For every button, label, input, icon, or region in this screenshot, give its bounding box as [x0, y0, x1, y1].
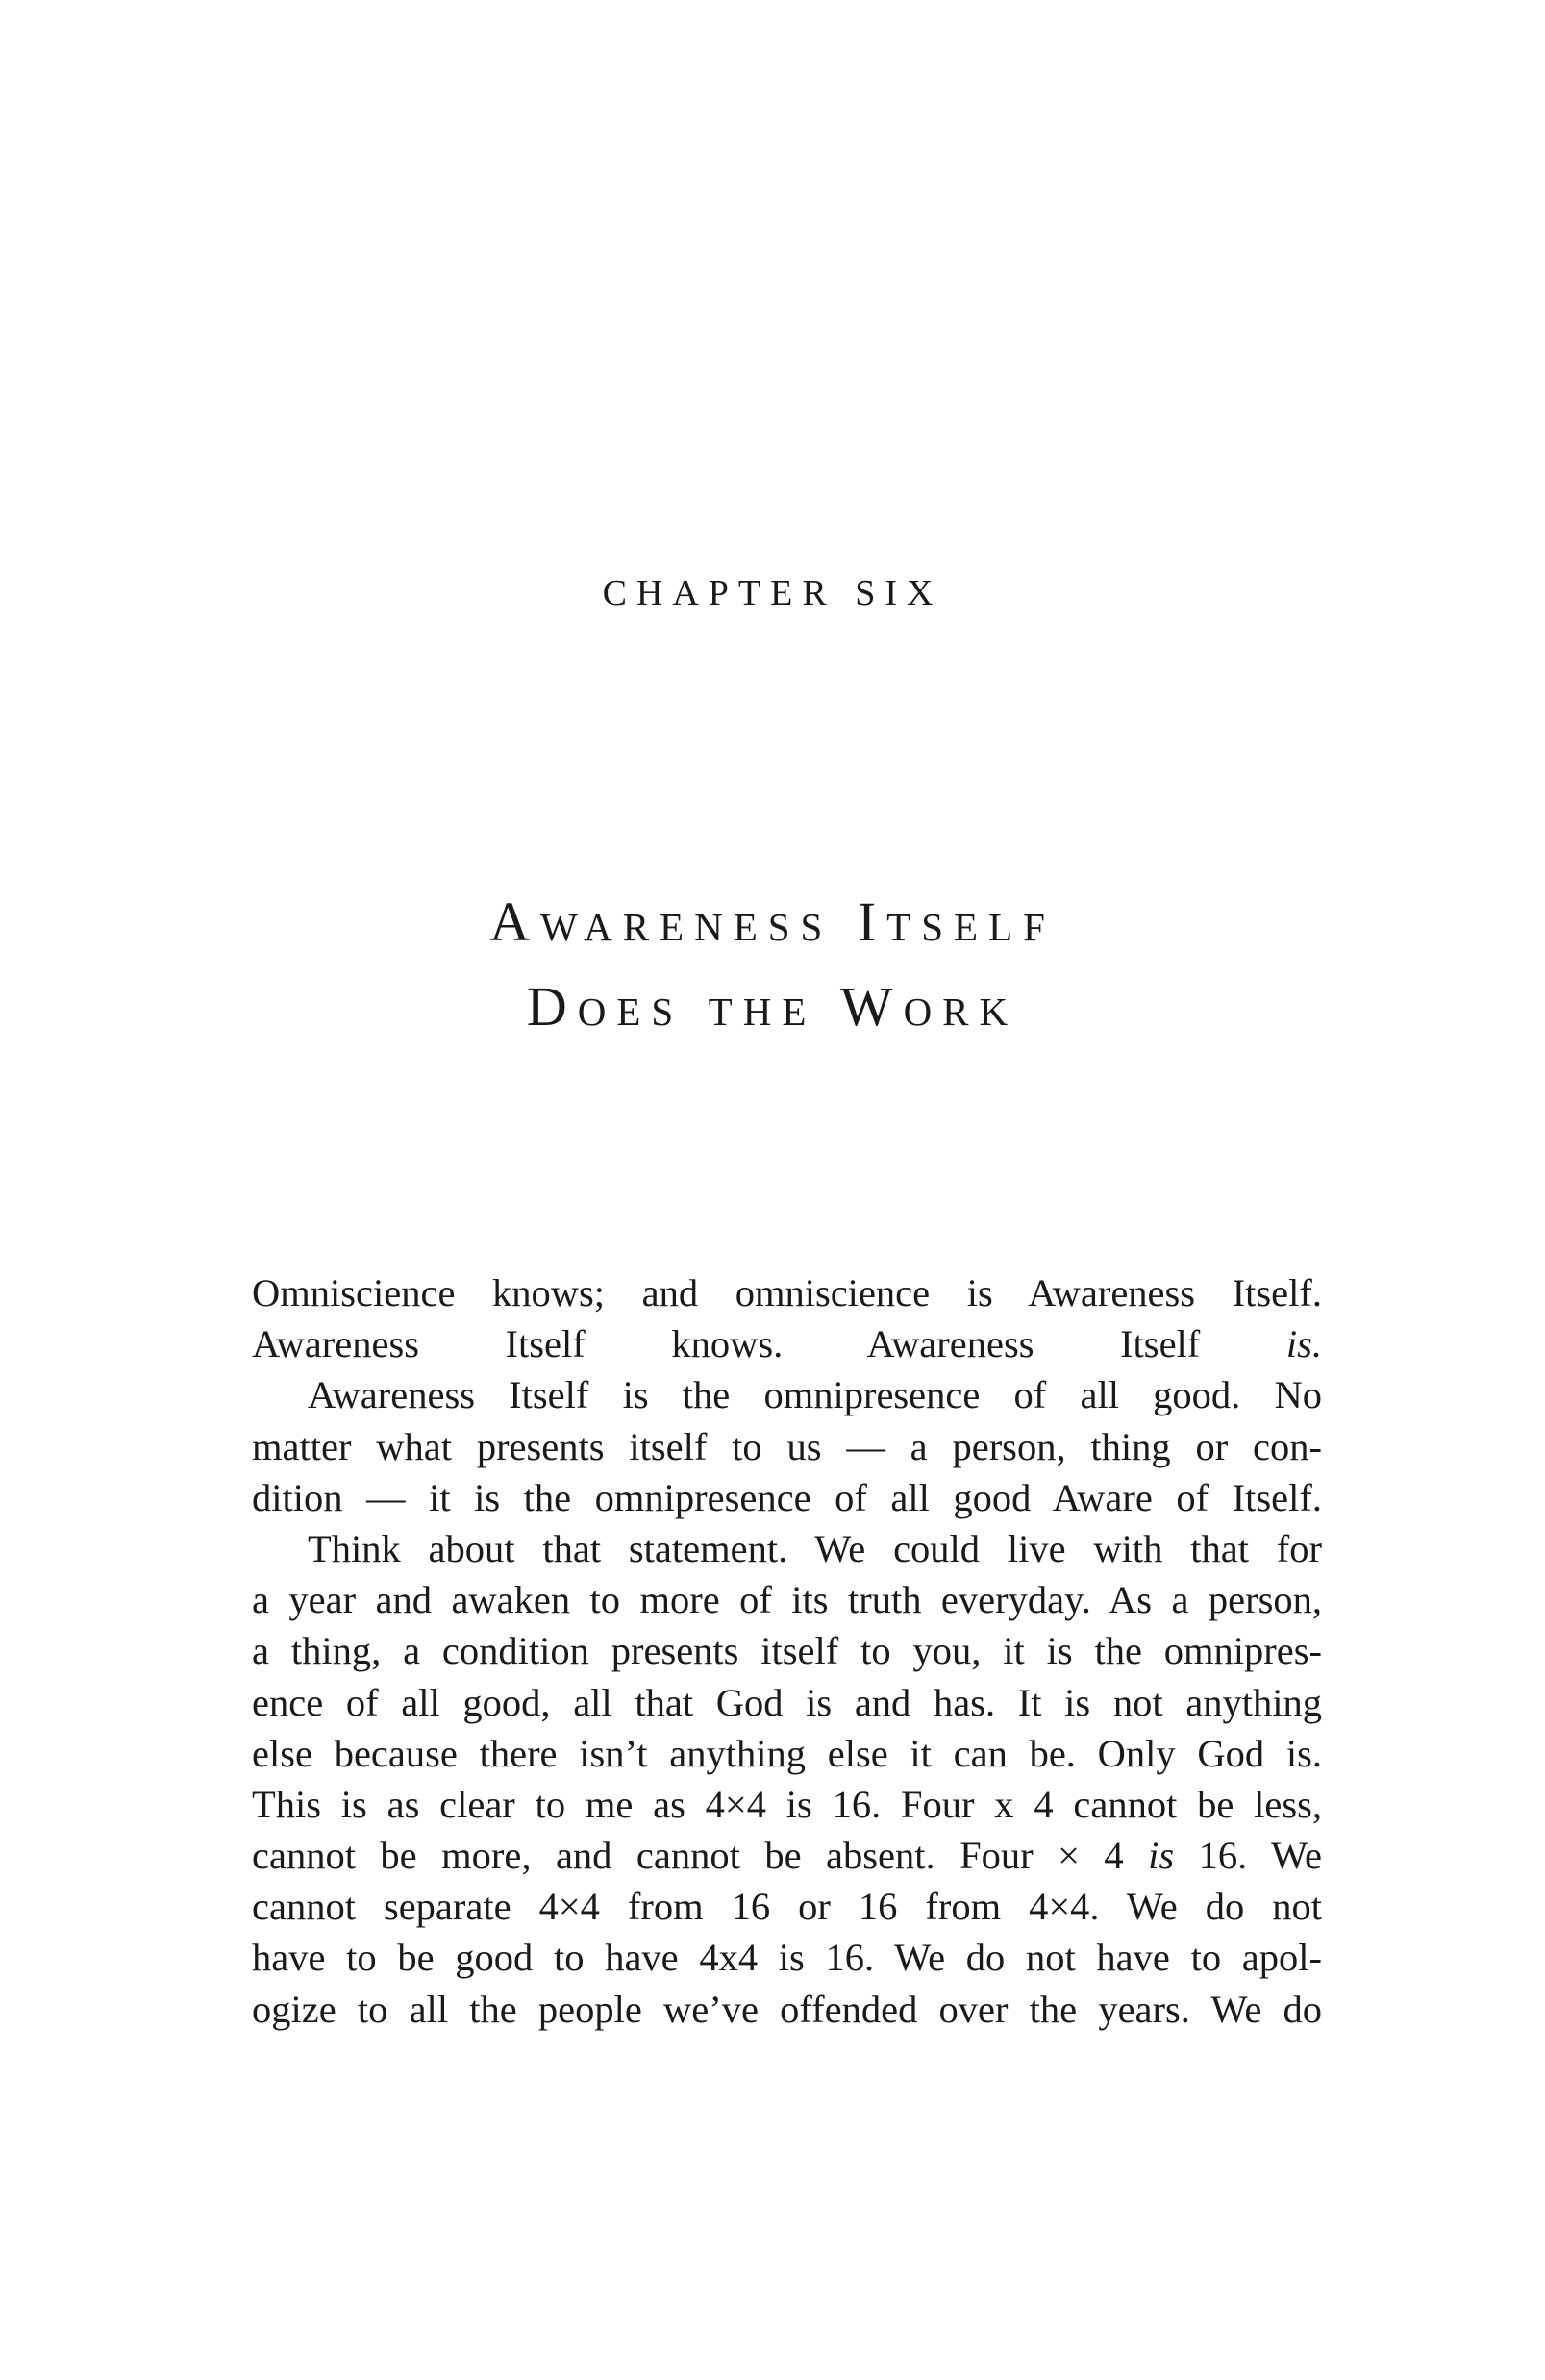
text-line-6: Think about that statement. We could live with that for	[308, 1526, 1322, 1570]
text-line-8: a thing, a condition presents itself to you, it is the omnipres-	[252, 1629, 1322, 1673]
text-line-5: dition — it is the omnipresence of all good Aware of Itself.	[252, 1475, 1322, 1519]
text-line-9: ence of all good, all that God is and has. It is not anything	[252, 1680, 1322, 1724]
text-line-1: Omniscience knows; and omniscience is Awareness Itself.	[252, 1271, 1322, 1315]
text-line-11: This is as clear to me as 4×4 is 16. Four x 4 cannot be less,	[252, 1782, 1322, 1826]
text-line-3: Awareness Itself is the omnipresence of all good. No	[308, 1373, 1322, 1417]
text-line-15: ogize to all the people we’ve offended over the years. We do	[252, 1987, 1322, 2031]
chapter-title-line-2: Does the Work	[526, 975, 1019, 1038]
text-line-14: have to be good to have 4x4 is 16. We do not have to apol-	[252, 1936, 1322, 1980]
text-line-2-emphasis: is.	[1285, 1322, 1322, 1366]
body-text	[252, 1267, 1322, 2035]
chapter-title-line-1: Awareness Itself	[489, 890, 1056, 953]
text-line-12-after: 16. We	[1174, 1834, 1322, 1878]
text-line-4: matter what presents itself to us — a person, thing or con-	[252, 1424, 1322, 1468]
text-line-2-main: Awareness Itself knows. Awareness Itself	[252, 1322, 1286, 1366]
text-line-12	[252, 1830, 1322, 1881]
chapter-title	[0, 880, 1545, 1049]
text-line-12-main: cannot be more, and cannot be absent. Four × 4	[252, 1834, 1149, 1878]
text-line-2	[252, 1318, 1322, 1369]
text-line-13: cannot separate 4×4 from 16 or 16 from 4×4. We do not	[252, 1885, 1322, 1929]
text-line-12-emphasis: is	[1148, 1834, 1175, 1878]
text-line-7: a year and awaken to more of its truth everyday. As a person,	[252, 1578, 1322, 1622]
text-line-10: else because there isn’t anything else it can be. Only God is.	[252, 1731, 1322, 1775]
chapter-number: CHAPTER SIX	[602, 573, 943, 614]
